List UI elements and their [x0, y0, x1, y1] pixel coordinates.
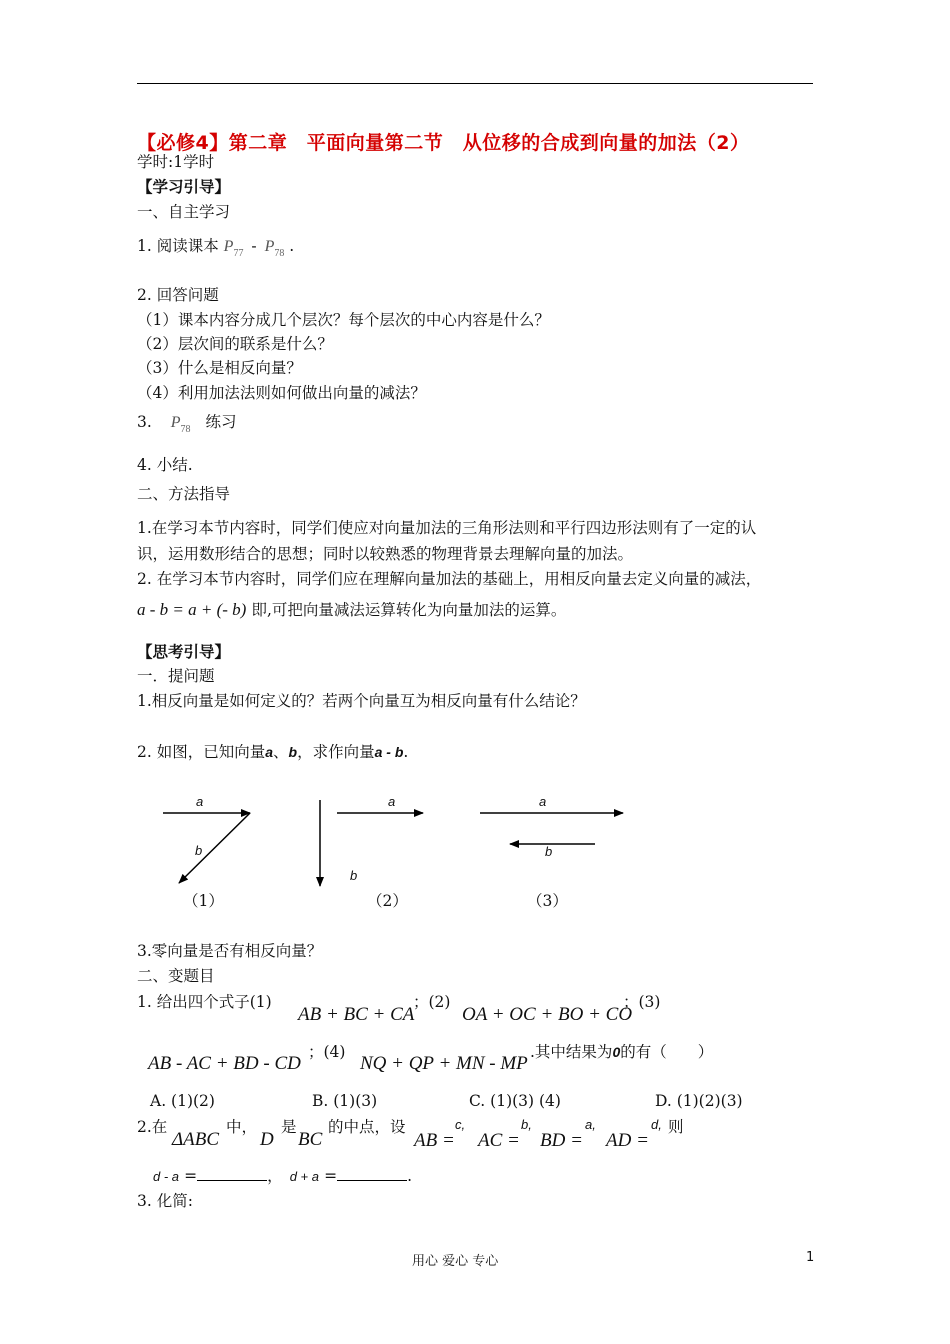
exercise-text: 练习: [205, 413, 237, 431]
variant-2-expr-diff: d - a: [153, 1169, 180, 1184]
method-p2-text: 即,可把向量减法运算转化为向量加法的运算。: [251, 601, 567, 619]
variant-2-bd: BD =: [540, 1130, 583, 1151]
q2-vector-b: b: [288, 744, 298, 760]
option-a: A. (1)(2): [150, 1092, 215, 1110]
variant-1-prefix: 1. 给出四个式子(1): [137, 993, 272, 1011]
exercise-line: [137, 413, 236, 434]
option-c: C. (1)(3) (4): [469, 1092, 561, 1110]
variant-1-answer-blank: 的有（ ）: [620, 1043, 714, 1061]
page-ref-start: $P_{77}$: [223, 238, 244, 259]
page-number: 1: [806, 1250, 815, 1265]
fig1-vector-b: [179, 813, 250, 883]
q2-vector-a: a: [265, 744, 274, 760]
variant-2-ab: AB =: [414, 1130, 455, 1151]
fig3-label-a: a: [539, 794, 547, 809]
variant-2-eq-2: =: [324, 1167, 338, 1185]
fig3-label-b: b: [545, 844, 553, 859]
variant-2-point-d: D: [260, 1129, 274, 1150]
page-ref-end: $P_{78}$: [264, 238, 285, 259]
q2-sep: 、: [273, 743, 289, 761]
variant-2-ze: 则: [668, 1118, 684, 1136]
question-3: （3）什么是相反向量？: [137, 359, 302, 377]
variant-2-b: b,: [521, 1117, 532, 1132]
method-heading: 二、方法指导: [137, 485, 231, 503]
variant-1-sep-4: ；(4): [308, 1043, 346, 1061]
variant-2-blanks: [153, 1166, 412, 1185]
q2-expression: a - b: [374, 744, 404, 760]
answer-blank-1[interactable]: [197, 1168, 267, 1181]
fig1-number: （1）: [183, 892, 224, 910]
variant-1-expr-1: AB + BC + CA: [298, 1004, 415, 1025]
exercise-number: 3.: [137, 413, 152, 431]
variant-2-period: .: [407, 1167, 413, 1185]
variants-heading: 二、变题目: [137, 967, 215, 985]
subtraction-formula: a - b = a + (- b): [137, 600, 247, 619]
think-heading: 【思考引导】: [137, 642, 231, 661]
self-study-heading: 一、自主学习: [137, 203, 231, 221]
think-question-2: [137, 743, 408, 761]
method-p1-line1: 1.在学习本节内容时，同学们使应对向量加法的三角形法则和平行四边形法则有了一定的认: [137, 519, 757, 537]
variant-2-ac: AC =: [478, 1130, 520, 1151]
question-2: （2）层次间的联系是什么？: [137, 335, 333, 353]
question-4: （4）利用加法法则如何做出向量的减法？: [137, 384, 426, 402]
think-question-3: 3.零向量是否有相反向量？: [137, 942, 323, 960]
zero-vector: 0: [612, 1044, 621, 1060]
variant-1-tail-text: .其中结果为: [530, 1043, 613, 1061]
variant-1-sep-3: ；(3): [623, 993, 661, 1011]
read-textbook-text: 1. 阅读课本: [137, 237, 219, 255]
q2-prefix: 2. 如图，已知向量: [137, 743, 266, 761]
think-question-1: 1.相反向量是如何定义的？若两个向量互为相反向量有什么结论？: [137, 692, 586, 710]
page-ref-dash: -: [251, 237, 257, 255]
footer-motto: 用心 爱心 专心: [412, 1254, 499, 1269]
summary: 4. 小结.: [137, 456, 193, 474]
vector-figure: [0, 780, 950, 920]
variant-1-expr-4: NQ + QP + MN - MP: [360, 1053, 528, 1074]
method-p2-line2: [137, 600, 566, 620]
option-b: B. (1)(3): [312, 1092, 378, 1110]
method-p2-line1: 2. 在学习本节内容时，同学们应在理解向量加法的基础上，用相反向量去定义向量的减法，: [137, 570, 762, 588]
question-1: （1）课本内容分成几个层次？每个层次的中心内容是什么？: [137, 311, 550, 329]
variant-2-expr-sum: d + a: [289, 1169, 319, 1184]
fig2-label-a: a: [388, 794, 396, 809]
fig3-number: （3）: [527, 892, 568, 910]
variant-2-c: c,: [455, 1117, 466, 1132]
variant-1-tail: [530, 1043, 713, 1061]
page-title: 【必修4】第二章 平面向量第二节 从位移的合成到向量的加法（2）: [137, 132, 750, 154]
header-rule: [137, 83, 813, 84]
variant-2-prefix: 2.在: [137, 1118, 168, 1136]
fig1-label-b: b: [195, 843, 203, 858]
q2-end: .: [403, 743, 409, 761]
variant-3: 3. 化简:: [137, 1192, 193, 1210]
variant-2-ad: AD =: [606, 1130, 649, 1151]
guide-heading: 【学习引导】: [137, 177, 231, 196]
variant-1-expr-2: OA + OC + BO + CO: [462, 1004, 633, 1025]
fig2-number: （2）: [367, 892, 408, 910]
variant-2-zhong: 中，: [226, 1118, 258, 1136]
variant-1-expr-3: AB - AC + BD - CD: [148, 1053, 301, 1074]
variant-2-eq-1: =: [184, 1167, 198, 1185]
variant-1-sep-2: ；(2): [413, 993, 451, 1011]
page-ref-period: .: [289, 237, 295, 255]
method-p1-line2: 识，运用数形结合的思想；同时以较熟悉的物理背景去理解向量的加法。: [137, 545, 634, 563]
variant-2-shi: 是: [281, 1118, 297, 1136]
exercise-page-ref: $P_{78}$: [170, 414, 191, 435]
variant-2-a: a,: [585, 1117, 596, 1132]
questions-heading: 一．提问题: [137, 667, 215, 685]
variant-2-mid: 的中点，设: [328, 1118, 406, 1136]
read-textbook-line: [137, 237, 294, 258]
variant-2-comma: ，: [267, 1167, 283, 1185]
option-d: D. (1)(2)(3): [655, 1092, 743, 1110]
answer-blank-2[interactable]: [337, 1168, 407, 1181]
fig1-label-a: a: [196, 794, 204, 809]
answer-questions: 2. 回答问题: [137, 286, 219, 304]
variant-2-triangle: ΔABC: [172, 1129, 220, 1150]
q2-mid: ，求作向量: [297, 743, 375, 761]
fig2-label-b: b: [350, 868, 358, 883]
variant-2-bc: BC: [298, 1129, 323, 1150]
variant-2-d: d,: [651, 1117, 662, 1132]
study-hours: 学时:1学时: [137, 153, 215, 171]
